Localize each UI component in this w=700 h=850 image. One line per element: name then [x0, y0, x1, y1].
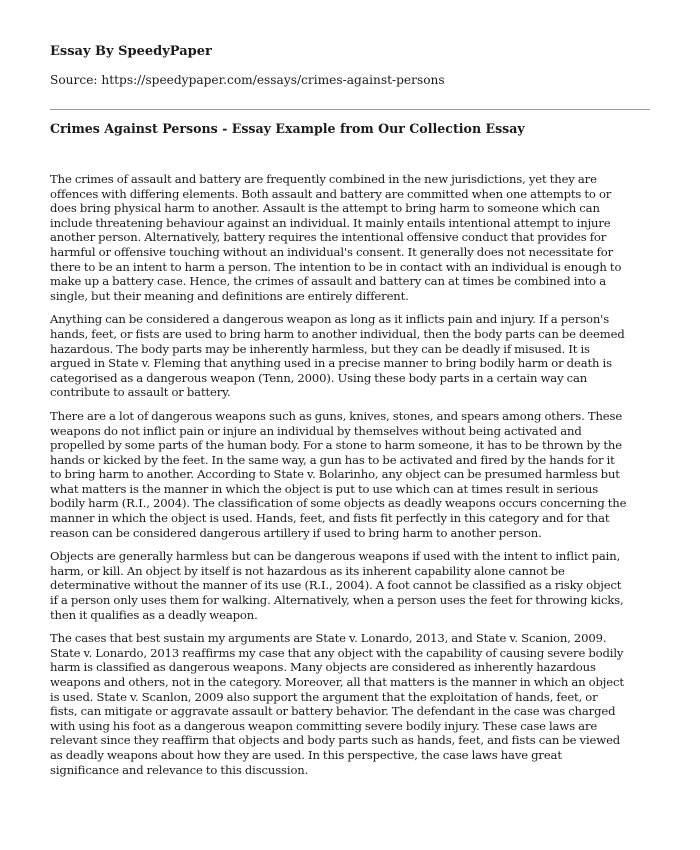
- paragraph-line: argued in State v. Fleming that anything used in a precise manner to bring bodily harm or death is: [50, 356, 612, 371]
- essay-paragraph: [50, 631, 650, 777]
- paragraph-line: as deadly weapons about how they are used. In this perspective, the case laws have great: [50, 747, 562, 762]
- paragraph-line: hands or kicked by the feet. In the same way, a gun has to be activated and fired by the hands for it: [50, 452, 615, 467]
- paragraph-line: to bring harm to another. According to State v. Bolarinho, any object can be presumed harmless but: [50, 467, 620, 482]
- essay-body: [50, 172, 650, 786]
- paragraph-line: what matters is the manner in which the object is put to use which can at times result in serious: [50, 481, 599, 496]
- paragraph-line: is used. State v. Scanlon, 2009 also support the argument that the exploitation of hands, feet, or: [50, 689, 598, 704]
- paragraph-line: harm is classified as dangerous weapons. Many objects are considered as inherently hazardous: [50, 660, 596, 675]
- paragraph-line: bodily harm (R.I., 2004). The classification of some objects as deadly weapons occurs concerning the: [50, 496, 627, 511]
- essay-paragraph: [50, 409, 650, 540]
- paragraph-line: categorised as a dangerous weapon (Tenn, 2000). Using these body parts in a certain way can: [50, 370, 588, 385]
- paragraph-line: significance and relevance to this discussion.: [50, 762, 309, 777]
- essay-paragraph: [50, 549, 650, 622]
- paragraph-line: make up a battery case. Hence, the crimes of assault and battery can at times be combined into a: [50, 274, 606, 289]
- paragraph-line: There are a lot of dangerous weapons such as guns, knives, stones, and spears among others. These: [50, 408, 623, 423]
- paragraph-line: weapons do not inflict pain or injure an individual by themselves without being activated and: [50, 423, 582, 438]
- paragraph-line: fists, can mitigate or aggravate assault or battery behavior. The defendant in the case was charged: [50, 704, 616, 719]
- paragraph-line: then it qualifies as a deadly weapon.: [50, 607, 258, 622]
- document-header-title: Essay By SpeedyPaper: [50, 44, 212, 59]
- paragraph-line: contribute to assault or battery.: [50, 385, 231, 400]
- paragraph-line: single, but their meaning and definitions are entirely different.: [50, 288, 409, 303]
- paragraph-line: harmful or offensive touching without an individual's consent. It generally does not necessitate for: [50, 244, 614, 259]
- paragraph-line: if a person only uses them for walking. Alternatively, when a person uses the feet for throwing kicks,: [50, 593, 624, 608]
- essay-title: Crimes Against Persons - Essay Example from Our Collection Essay: [50, 121, 525, 136]
- paragraph-line: The crimes of assault and battery are frequently combined in the new jurisdictions, yet they are: [50, 172, 597, 186]
- paragraph-line: hands, feet, or fists are used to bring harm to another individual, then the body parts can be deemed: [50, 326, 625, 341]
- paragraph-line: there to be an intent to harm a person. The intention to be in contact with an individual is enough to: [50, 259, 622, 274]
- paragraph-line: offences with differing elements. Both assault and battery are committed when one attempts to or: [50, 186, 612, 201]
- essay-paragraph: [50, 312, 650, 400]
- paragraph-line: manner in which the object is used. Hands, feet, and fists fit perfectly in this category and for that: [50, 511, 610, 526]
- paragraph-line: weapons and others, not in the category. Moreover, all that matters is the manner in which an object: [50, 675, 624, 689]
- header-divider: [50, 109, 650, 110]
- paragraph-line: harm, or kill. An object by itself is not hazardous as its inherent capability alone cannot be: [50, 563, 565, 578]
- paragraph-line: The cases that best sustain my arguments are State v. Lonardo, 2013, and State v. Scanion, 2009.: [50, 631, 607, 646]
- paragraph-line: Anything can be considered a dangerous weapon as long as it inflicts pain and injury. If a person's: [50, 312, 610, 327]
- document-source-line: Source: https://speedypaper.com/essays/crimes-against-persons: [50, 73, 445, 87]
- paragraph-line: does bring physical harm to another. Assault is the attempt to bring harm to someone which can: [50, 201, 600, 216]
- paragraph-line: another person. Alternatively, battery requires the intentional offensive conduct that provides for: [50, 230, 607, 245]
- paragraph-line: Objects are generally harmless but can be dangerous weapons if used with the intent to inflict pain,: [50, 549, 621, 564]
- paragraph-line: propelled by some parts of the human body. For a stone to harm someone, it has to be thrown by the: [50, 438, 622, 453]
- paragraph-line: include threatening behaviour against an individual. It mainly entails intentional attempt to injure: [50, 215, 611, 230]
- paragraph-line: reason can be considered dangerous artillery if used to bring harm to another person.: [50, 525, 542, 540]
- paragraph-line: hazardous. The body parts may be inherently harmless, but they can be deadly if misused. It is: [50, 341, 590, 356]
- paragraph-line: relevant since they reaffirm that objects and body parts such as hands, feet, and fists can be viewed: [50, 733, 621, 748]
- paragraph-line: State v. Lonardo, 2013 reaffirms my case that any object with the capability of causing severe bodily: [50, 645, 624, 660]
- paragraph-line: determinative without the manner of its use (R.I., 2004). A foot cannot be classified as a risky object: [50, 578, 622, 593]
- essay-paragraph: [50, 172, 650, 303]
- paragraph-line: with using his foot as a dangerous weapon committing severe bodily injury. These case laws are: [50, 718, 598, 733]
